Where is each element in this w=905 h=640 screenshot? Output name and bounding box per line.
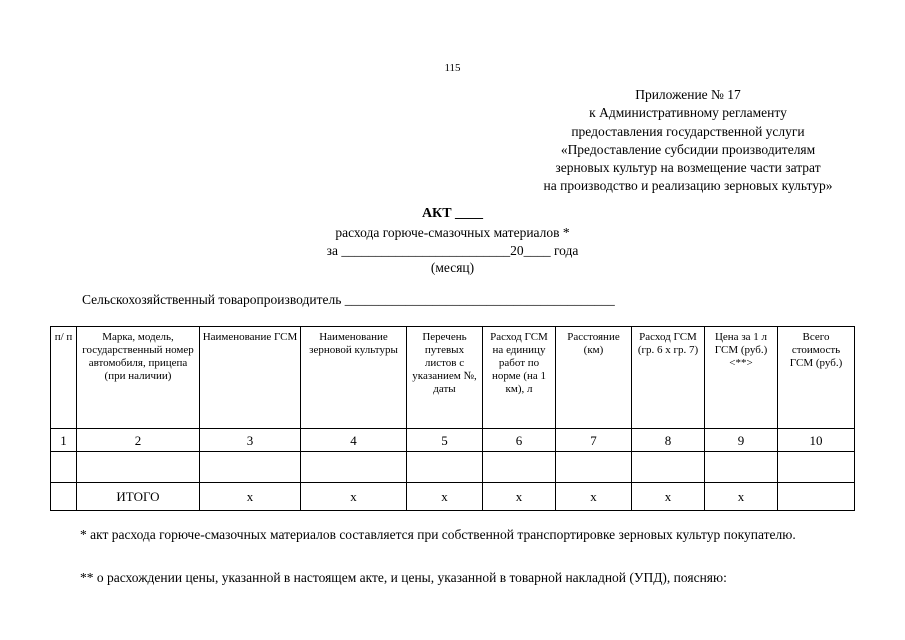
appendix-heading xyxy=(500,86,876,196)
header-cell: Наименование ГСМ xyxy=(200,327,301,429)
column-number-cell: 6 xyxy=(483,429,556,452)
table-cell xyxy=(407,452,483,483)
column-number-cell: 7 xyxy=(556,429,632,452)
act-period: за _________________________20____ года xyxy=(326,242,579,258)
total-cell: х xyxy=(632,483,705,511)
header-cell: Всего стоимость ГСМ (руб.) xyxy=(778,327,855,429)
table-row xyxy=(51,452,855,483)
total-cell xyxy=(778,483,855,511)
header-cell: Перечень путевых листов с указанием №, даты xyxy=(407,327,483,429)
appendix-line: предоставления государственной услуги xyxy=(571,123,805,139)
column-number-cell: 2 xyxy=(77,429,200,452)
appendix-line: «Предоставление субсидии производителям xyxy=(560,141,816,157)
header-cell: Расход ГСМ на единицу работ по норме (на 1 км), л xyxy=(483,327,556,429)
footnote-single-asterisk: * акт расхода горюче-смазочных материалов составляется при собственной транспортировке зерновых культур покупателю. xyxy=(80,527,796,542)
column-number-cell: 4 xyxy=(301,429,407,452)
table-cell xyxy=(483,452,556,483)
act-subtitle-block xyxy=(0,224,905,277)
header-cell: Цена за 1 л ГСМ (руб.) <**> xyxy=(705,327,778,429)
column-number-cell: 9 xyxy=(705,429,778,452)
producer-line: Сельскохозяйственный товаропроизводитель ________________________________________ xyxy=(82,292,615,307)
header-cell: п/ п xyxy=(51,327,77,429)
table-cell xyxy=(556,452,632,483)
header-cell: Марка, модель, государственный номер автомобиля, прицепа (при наличии) xyxy=(77,327,200,429)
table-header-row xyxy=(51,327,855,429)
page-number: 115 xyxy=(444,62,461,74)
footnote-double-asterisk: ** о расхождении цены, указанной в настоящем акте, и цены, указанной в товарной накладной (УПД), поясняю: xyxy=(80,570,727,585)
column-number-cell: 10 xyxy=(778,429,855,452)
column-number-cell: 3 xyxy=(200,429,301,452)
table-cell xyxy=(77,452,200,483)
total-cell: х xyxy=(556,483,632,511)
appendix-line: Приложение № 17 xyxy=(635,87,741,102)
table-cell xyxy=(200,452,301,483)
appendix-line: на производство и реализацию зерновых культур» xyxy=(543,178,833,194)
act-title: АКТ ____ xyxy=(421,206,484,221)
fuel-consumption-table xyxy=(50,326,855,511)
act-period-hint: (месяц) xyxy=(430,260,475,275)
act-subtitle: расхода горюче-смазочных материалов * xyxy=(335,225,570,240)
total-cell: х xyxy=(407,483,483,511)
column-number-cell: 1 xyxy=(51,429,77,452)
table-cell xyxy=(632,452,705,483)
total-cell: х xyxy=(301,483,407,511)
header-cell: Расход ГСМ (гр. 6 х гр. 7) xyxy=(632,327,705,429)
total-cell: х xyxy=(705,483,778,511)
column-number-cell: 8 xyxy=(632,429,705,452)
total-cell: х xyxy=(200,483,301,511)
header-cell: Наименование зерновой культуры xyxy=(301,327,407,429)
total-row xyxy=(51,483,855,511)
appendix-line: к Административному регламенту xyxy=(589,105,787,121)
column-number-cell: 5 xyxy=(407,429,483,452)
total-label: ИТОГО xyxy=(77,483,200,511)
table-cell xyxy=(301,452,407,483)
table-cell xyxy=(51,452,77,483)
table-cell xyxy=(778,452,855,483)
total-cell: х xyxy=(483,483,556,511)
table-cell xyxy=(705,452,778,483)
total-cell xyxy=(51,483,77,511)
column-numbers-row xyxy=(51,429,855,452)
appendix-line: зерновых культур на возмещение части затрат xyxy=(555,160,821,176)
header-cell: Расстояние (км) xyxy=(556,327,632,429)
